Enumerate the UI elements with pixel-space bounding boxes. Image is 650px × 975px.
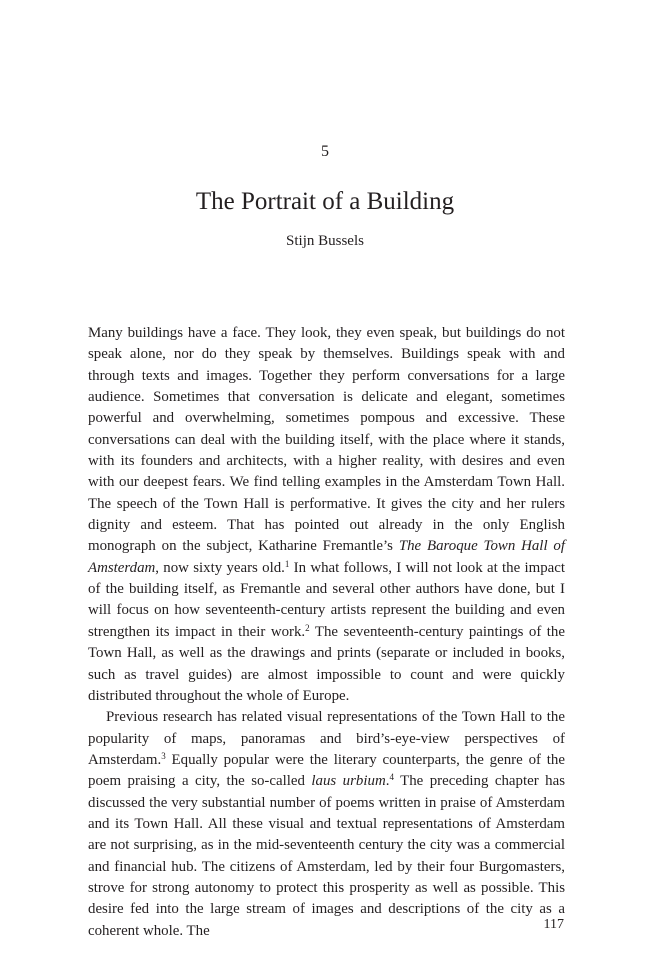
- chapter-author: Stijn Bussels: [286, 233, 364, 249]
- chapter-number: 5: [321, 143, 329, 160]
- footnote-marker: 2: [305, 622, 310, 633]
- footnote-marker: 1: [284, 558, 290, 569]
- paragraph-1: [88, 323, 565, 707]
- italic-text: laus urbium: [311, 773, 386, 790]
- chapter-title: The Portrait of a Building: [195, 188, 455, 215]
- text-run: .: [385, 773, 390, 790]
- text-run: , now sixty years old.: [155, 559, 285, 576]
- footnote-marker: 3: [161, 750, 166, 761]
- italic-text: The Baroque Town Hall of Amsterdam: [88, 538, 565, 576]
- text-run: The preceding chapter has discussed the very substantial number of poems written in praise of Amsterdam and its Town Hall. All these visual and textual representations of Amsterdam are not surprising, as in the mid-seventeenth century the city was a commercial and financial hub. The citizens of Amsterdam, led by their four Burgomasters, strove for strong autonomy to protect this prosperity as well as possible. This desire fed into the large stream of images and descriptions of the city as a coherent whole. The: [88, 773, 565, 939]
- footnote-marker: 4: [389, 772, 394, 783]
- text-run: Previous research has related visual representations of the Town Hall to the popularity of maps, panoramas and bird’s-eye-view perspectives of Amsterdam.: [88, 709, 565, 768]
- text-run: The seventeenth-century paintings of the Town Hall, as well as the drawings and prints (separate or included in books, such as travel guides) are almost impossible to count and were quickly distributed throughout the whole of Europe.: [88, 623, 565, 704]
- body-text: [88, 323, 565, 942]
- text-run: Equally popular were the literary counterparts, the genre of the poem praising a city, the so-called: [88, 751, 565, 790]
- page-number: 117: [543, 917, 564, 932]
- paragraph-2: [88, 707, 565, 942]
- text-run: Many buildings have a face. They look, they even speak, but buildings do not speak alone, nor do they speak by themselves. Buildings speak with and through texts and images. Together they perform conversations for a large audience. Sometimes that conversation is delicate and elegant, sometimes powerful and overwhelming, sometimes pompous and excessive. These conversations can deal with the building itself, with the place where it stands, with its founders and architects, with a higher reality, with desires and even with our deepest fears. We find telling examples in the Amsterdam Town Hall. The speech of the Town Hall is performative. It gives the city and her rulers dignity and esteem. That has pointed out already in the only English monograph on the subject, Katharine Fremantle’s: [88, 325, 565, 555]
- text-run: In what follows, I will not look at the impact of the building itself, as Fremantle and several other authors have done, but I will focus on how seventeenth-century artists represent the building and even strengthen its impact in their work.: [88, 559, 565, 640]
